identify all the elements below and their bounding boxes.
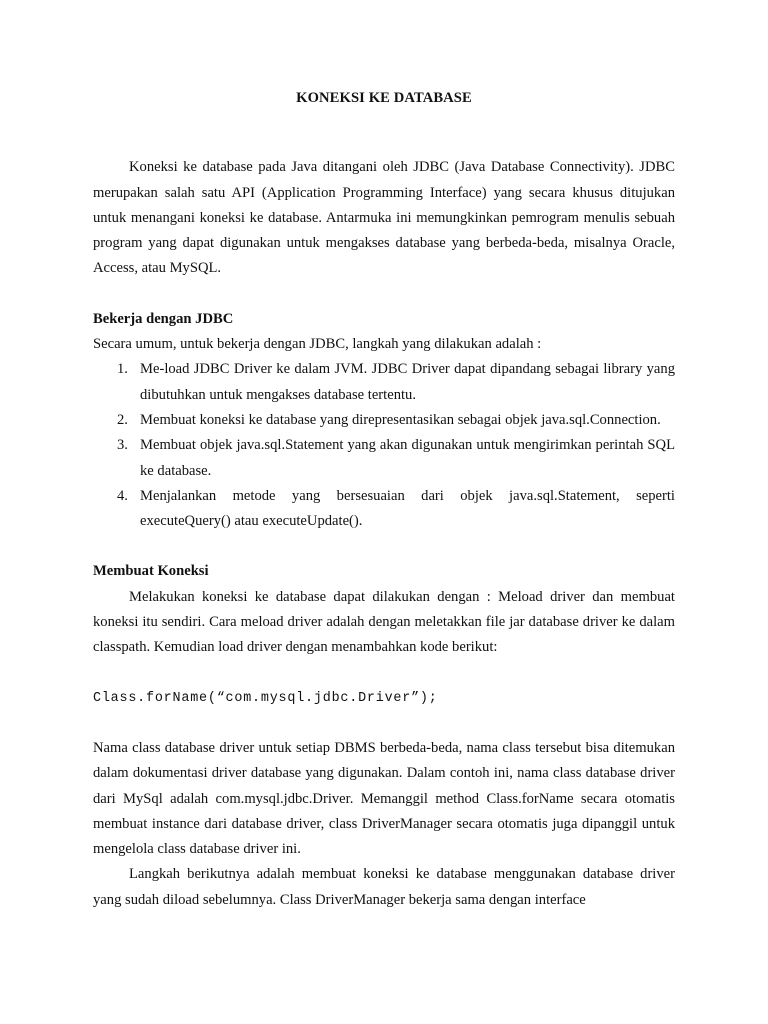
document-page (93, 86, 675, 913)
list-item-number: 3. (117, 437, 128, 454)
code-snippet: Class.forName(“com.mysql.jdbc.Driver”); (93, 690, 438, 706)
koneksi-paragraph-1: Melakukan koneksi ke database dapat dilakukan dengan : Meload driver dan membuat koneksi itu sendiri. Cara meload driver adalah dengan meletakkan file jar database driver ke dalam classpath. Kemudian load driver dengan menambahkan kode berikut: (93, 588, 675, 656)
list-item-number: 1. (117, 361, 128, 378)
spacer (93, 282, 675, 307)
jdbc-lead-paragraph: Secara umum, untuk bekerja dengan JDBC, langkah yang dilakukan adalah : (93, 336, 542, 353)
list-item-text: Me-load JDBC Driver ke dalam JVM. JDBC Driver dapat dipandang sebagai library yang dibutuhkan untuk mengakses database tertentu. (140, 361, 675, 403)
list-item-text: Membuat koneksi ke database yang direpresentasikan sebagai objek java.sql.Connection. (140, 411, 661, 428)
list-item (93, 408, 675, 433)
intro-paragraph: Koneksi ke database pada Java ditangani oleh JDBC (Java Database Connectivity). JDBC merupakan salah satu API (Application Programming Interface) yang secara khusus ditujukan untuk menangani koneksi ke database. Antarmuka ini memungkinkan pemrogram menulis sebuah program yang dapat digunakan untuk mengakses database yang berbeda-beda, misalnya Oracle, Access, atau MySQL. (93, 159, 675, 277)
section-heading-jdbc: Bekerja dengan JDBC (93, 310, 234, 327)
list-item (93, 484, 675, 535)
page-title: KONEKSI KE DATABASE (296, 90, 472, 106)
list-item-text: Menjalankan metode yang bersesuaian dari objek java.sql.Statement, seperti executeQuery() atau executeUpdate(). (140, 487, 675, 530)
list-item (93, 357, 675, 408)
list-item (93, 433, 675, 484)
spacer (93, 711, 675, 736)
koneksi-paragraph-3: Langkah berikutnya adalah membuat koneksi ke database menggunakan database driver yang sudah diload sebelumnya. Class DriverManager bekerja sama dengan interface (93, 866, 675, 908)
list-item-number: 4. (117, 487, 128, 504)
spacer (93, 534, 675, 559)
list-item-text: Membuat objek java.sql.Statement yang akan digunakan untuk mengirimkan perintah SQL ke database. (140, 437, 675, 479)
koneksi-paragraph-2: Nama class database driver untuk setiap DBMS berbeda-beda, nama class tersebut bisa ditemukan dalam dokumentasi driver database yang digunakan. Dalam contoh ini, nama class database driver dari MySql adalah com.mysql.jdbc.Driver. Memanggil method Class.forName secara otomatis membuat instance dari database driver, class DriverManager secara otomatis juga dipanggil untuk mengelola class database driver ini. (93, 739, 675, 858)
section-heading-koneksi: Membuat Koneksi (93, 563, 209, 580)
spacer (93, 661, 675, 686)
list-item-number: 2. (117, 411, 128, 428)
jdbc-steps-list (93, 357, 675, 534)
